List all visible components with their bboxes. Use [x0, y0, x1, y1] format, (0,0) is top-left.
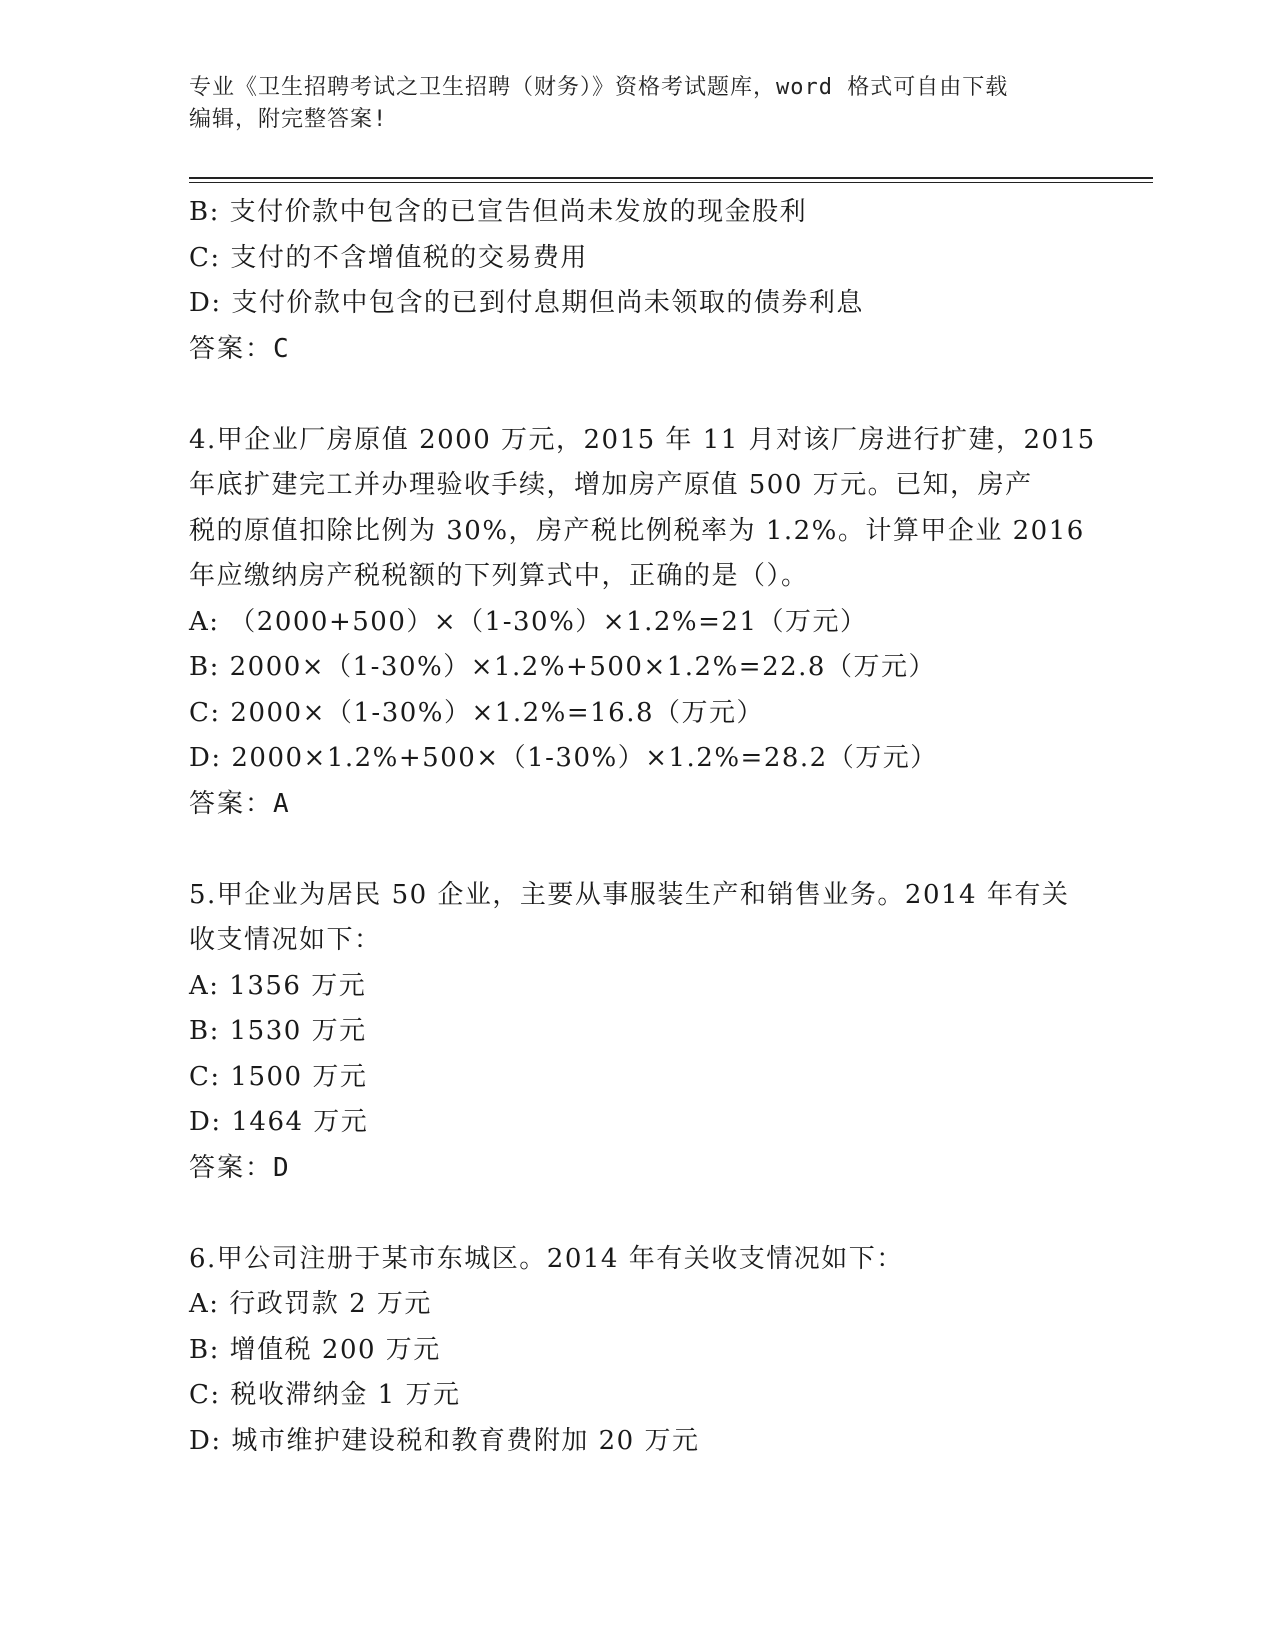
document-header: [189, 72, 1089, 136]
answer-value: D: [273, 1152, 291, 1183]
question-stem-line: 年应缴纳房产税税额的下列算式中，正确的是（）。: [189, 561, 809, 591]
option-c: C: 1500 万元: [189, 1061, 368, 1092]
question-stem-line: 5.甲企业为居民 50 企业，主要从事服装生产和销售业务。2014 年有关: [189, 879, 1070, 910]
header-rule-thin: [189, 182, 1153, 183]
header-line-2: 编辑，附完整答案!: [189, 107, 388, 132]
option-c: C: 税收滞纳金 1 万元: [189, 1380, 461, 1410]
spacer: [189, 372, 1089, 418]
question-stem-line: 收支情况如下：: [189, 925, 382, 955]
option-a: A: 行政罚款 2 万元: [189, 1289, 432, 1319]
spacer: [189, 827, 1089, 873]
option-d: D: 1464 万元: [189, 1107, 369, 1137]
option-a: A: （2000+500）×（1-30%）×1.2%=21（万元）: [189, 606, 868, 637]
question-stem-line: 年底扩建完工并办理验收手续，增加房产原值 500 万元。已知，房产: [189, 470, 1033, 500]
answer-line: [189, 327, 1089, 373]
option-b: B: 1530 万元: [189, 1016, 367, 1046]
option-a: A: 1356 万元: [189, 970, 367, 1001]
answer-label: 答案：: [189, 788, 274, 819]
option-b: B: 增值税 200 万元: [189, 1334, 441, 1365]
spacer: [189, 1191, 1089, 1237]
question-4: [189, 418, 1096, 828]
answer-label: 答案：: [189, 333, 274, 364]
answer-line: [189, 782, 1089, 828]
question-5: [189, 873, 1089, 1192]
question-3: [189, 190, 1089, 372]
option-d: D: 城市维护建设税和教育费附加 20 万元: [189, 1425, 700, 1456]
header-rule-thick: [189, 177, 1153, 179]
answer-value: A: [273, 788, 291, 819]
question-stem-line: 4.甲企业厂房原值 2000 万元，2015 年 11 月对该厂房进行扩建，2015: [189, 424, 1096, 455]
answer-line: [189, 1146, 1089, 1192]
answer-value: C: [273, 333, 291, 364]
header-line-1: 专业《卫生招聘考试之卫生招聘（财务）》资格考试题库，word 格式可自由下载: [189, 75, 1009, 100]
option-d: D: 2000×1.2%+500×（1-30%）×1.2%=28.2（万元）: [189, 743, 938, 773]
option-c: C: 2000×（1-30%）×1.2%=16.8（万元）: [189, 697, 765, 728]
option-b: B: 2000×（1-30%）×1.2%+500×1.2%=22.8（万元）: [189, 652, 936, 682]
option-d: D: 支付价款中包含的已到付息期但尚未领取的债券利息: [189, 288, 864, 318]
question-6: [189, 1237, 1089, 1465]
option-c: C: 支付的不含增值税的交易费用: [189, 242, 588, 273]
option-b: B: 支付价款中包含的已宣告但尚未发放的现金股利: [189, 197, 808, 227]
answer-label: 答案：: [189, 1152, 274, 1183]
question-stem-line: 6.甲公司注册于某市东城区。2014 年有关收支情况如下：: [189, 1243, 904, 1274]
question-stem-line: 税的原值扣除比例为 30%，房产税比例税率为 1.2%。计算甲企业 2016: [189, 515, 1085, 546]
document-body: [189, 190, 1096, 1464]
